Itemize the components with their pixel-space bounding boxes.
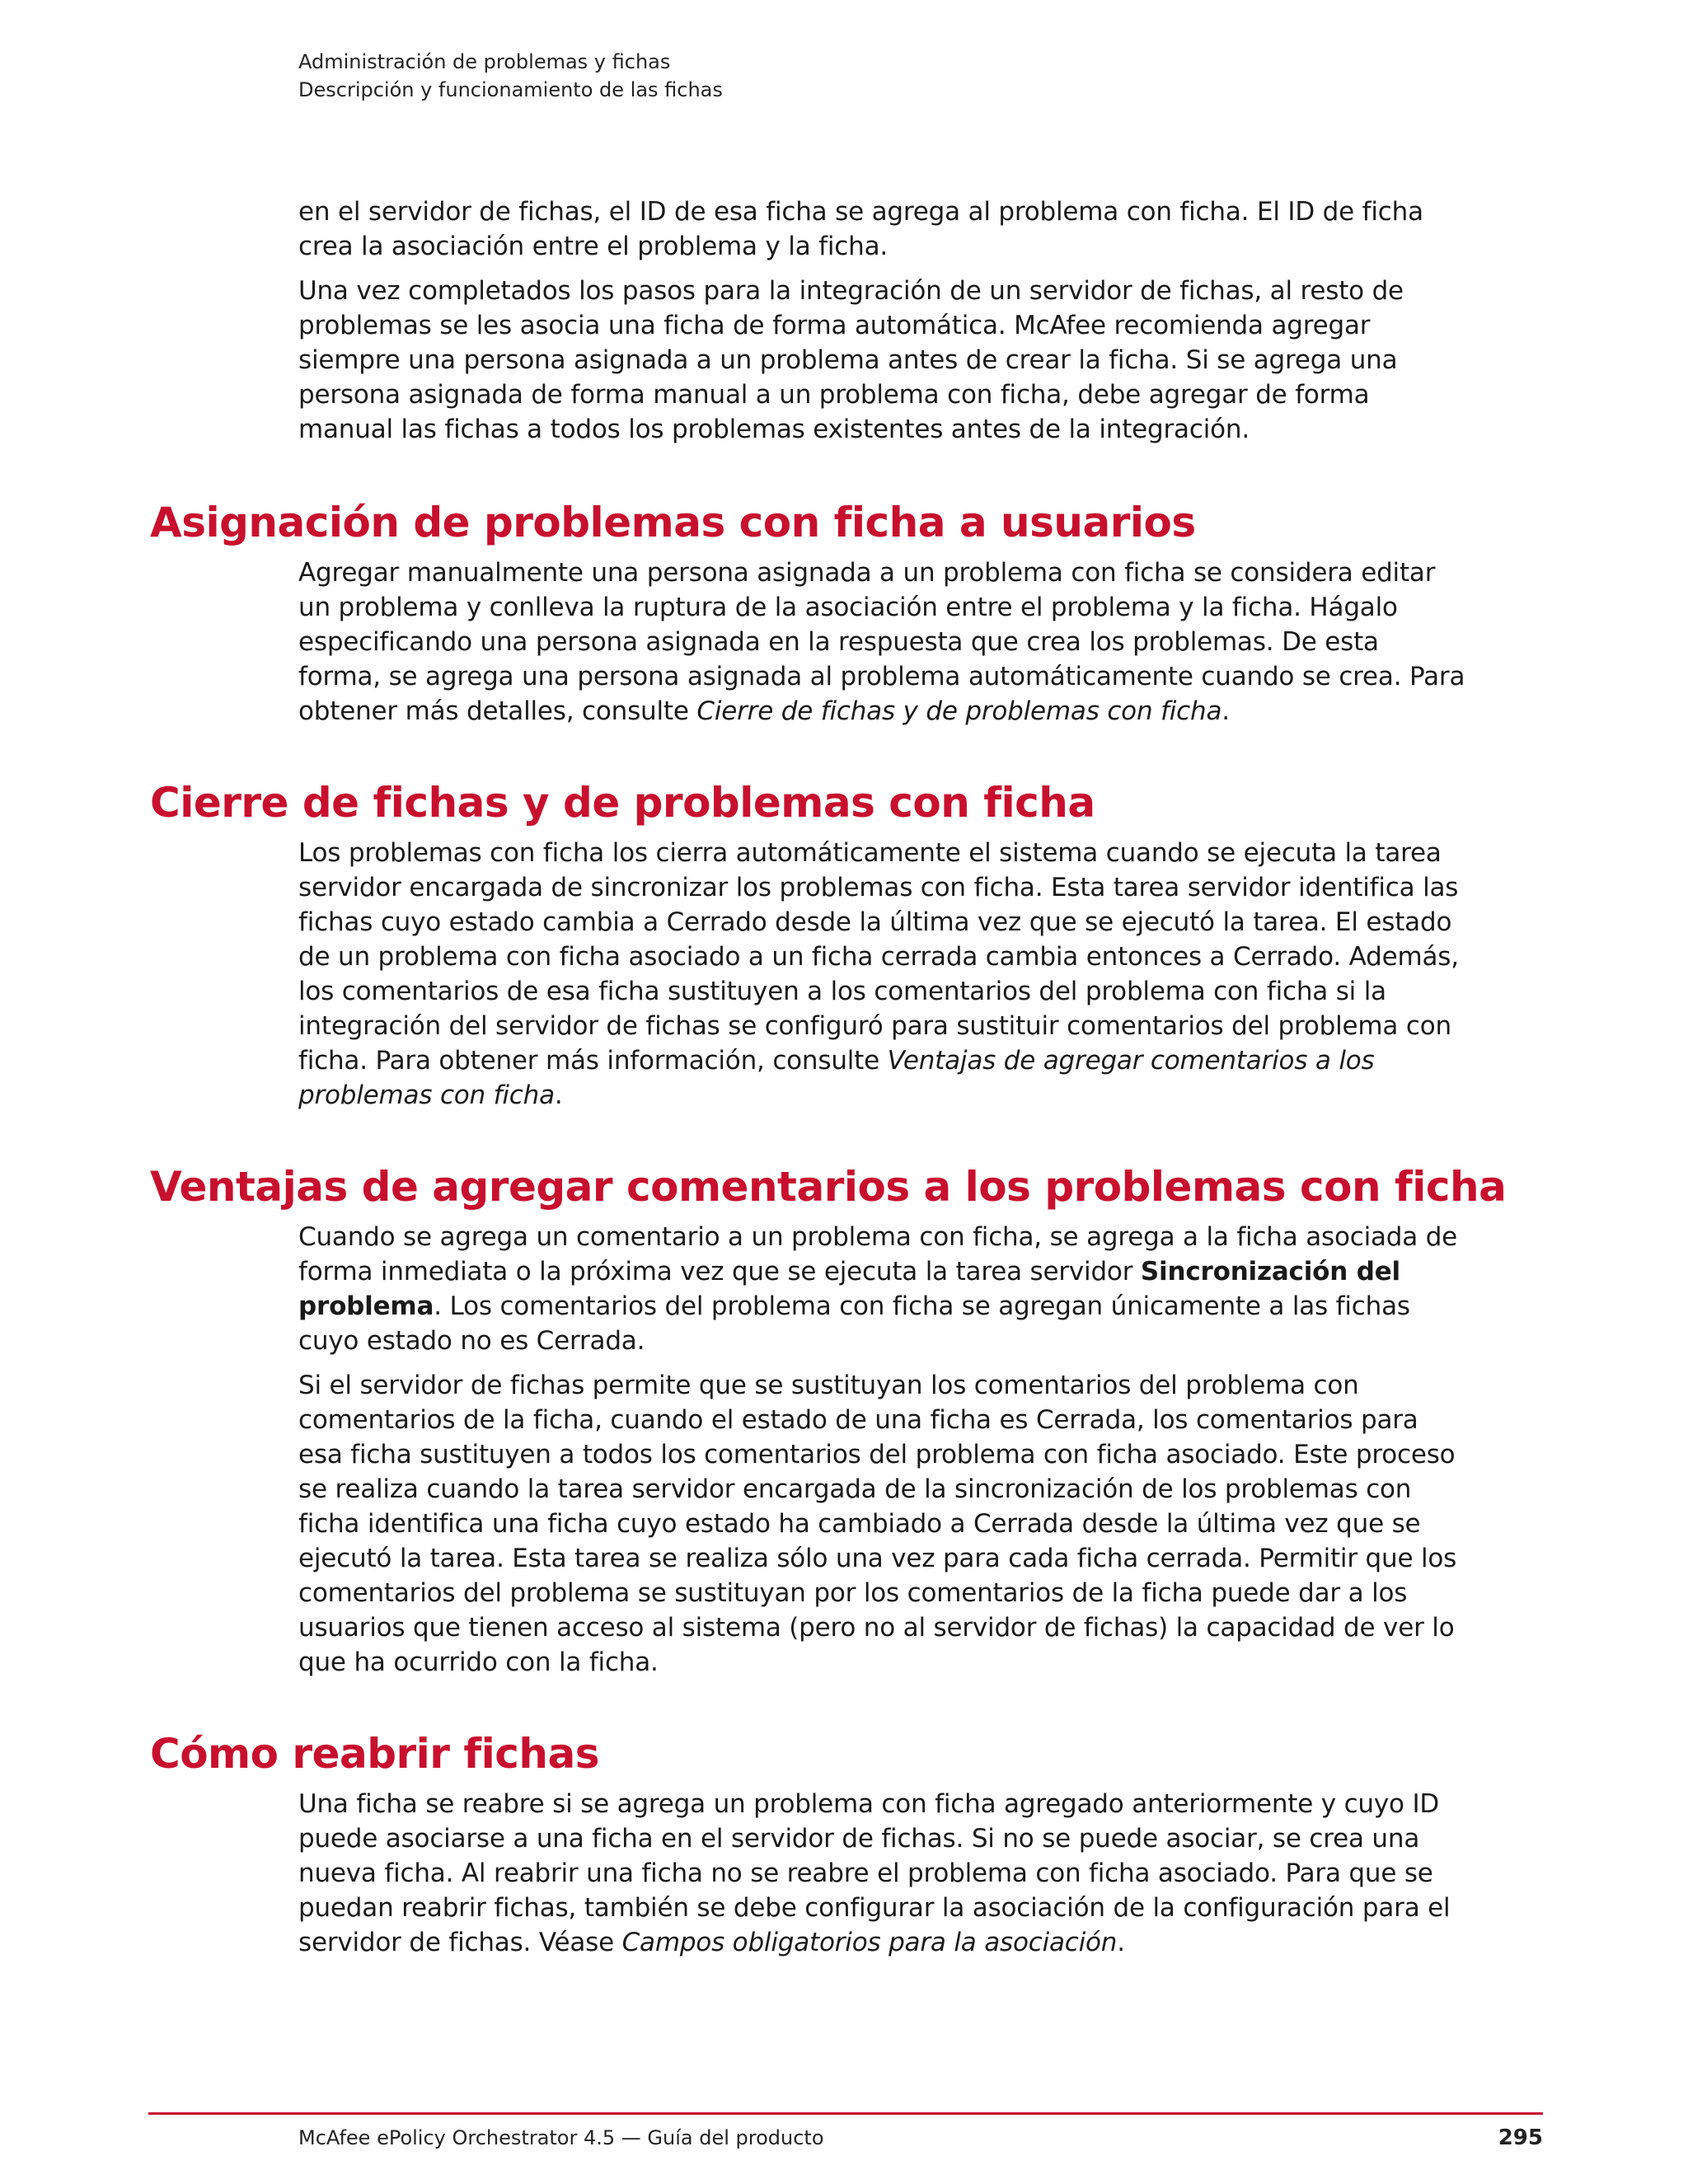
reopen-paragraph-end: . [1117, 1928, 1125, 1957]
comments-paragraph-1-text: Cuando se agrega un comentario a un problema con ficha, se agrega a la ficha asociada de forma inmediata o la próxima vez que se ejecuta la tarea servidor [298, 1222, 1458, 1286]
assign-paragraph [298, 555, 1469, 729]
assign-paragraph-text: Agregar manualmente una persona asignada a un problema con ficha se considera editar un problema y conlleva la ruptura de la asociación entre el problema y la ficha. Hágalo especificando una persona asignada en la respuesta que crea los problemas. De esta forma, se agrega una persona asignada al problema automáticamente cuando se crea. Para obtener más detalles, consulte [298, 558, 1465, 726]
running-header-chapter: Administración de problemas y fichas [298, 50, 671, 73]
running-header [298, 48, 723, 104]
close-paragraph [298, 836, 1469, 1113]
close-paragraph-text: Los problemas con ficha los cierra automáticamente el sistema cuando se ejecuta la tarea servidor encargada de sincronizar los problemas con ficha. Esta tarea servidor identifica las fichas cuyo estado cambia a Cerrado desde la última vez que se ejecutó la tarea. El estado de un problema con ficha asociado a un ficha cerrada cambia entonces a Cerrado. Además, los comentarios de esa ficha sustituyen a los comentarios del problema con ficha si la integración del servidor de fichas se configuró para sustituir comentarios del problema con ficha. Para obtener más información, consulte [298, 838, 1459, 1076]
comments-paragraph-1-end: . Los comentarios del problema con ficha se agregan únicamente a las fichas cuyo estado no es Cerrada. [298, 1291, 1410, 1356]
close-xref-link[interactable]: Ventajas de agregar comentarios a los problemas con ficha [298, 1046, 1375, 1110]
heading-close-tickets: Cierre de fichas y de problemas con ficha [150, 779, 1095, 827]
intro-paragraph-2: Una vez completados los pasos para la integración de un servidor de fichas, al resto de problemas se les asocia una ficha de forma automática. McAfee recomienda agregar siempre una persona asignada a un problema antes de crear la ficha. Si se agrega una persona asignada de forma manual a un problema con ficha, debe agregar de forma manual las fichas a todos los problemas existentes antes de la integración. [298, 276, 1404, 444]
reopen-xref-link[interactable]: Campos obligatorios para la asociación [621, 1928, 1118, 1957]
heading-assign-issues: Asignación de problemas con ficha a usuarios [150, 499, 1196, 546]
footer-product-title: McAfee ePolicy Orchestrator 4.5 — Guía del producto [298, 2126, 824, 2149]
page-content [150, 194, 1507, 1970]
assign-paragraph-end: . [1221, 696, 1230, 726]
assign-xref-link[interactable]: Cierre de fichas y de problemas con ficha [696, 696, 1222, 726]
heading-reopen-tickets: Cómo reabrir fichas [150, 1730, 599, 1778]
reopen-paragraph [298, 1787, 1469, 1960]
footer-rule [148, 2112, 1543, 2115]
page-number: 295 [1498, 2125, 1543, 2150]
reopen-paragraph-text: Una ficha se reabre si se agrega un problema con ficha agregado anteriormente y cuyo ID puede asociarse a una ficha en el servidor de fichas. Si no se puede asociar, se crea una nueva ficha. Al reabrir una ficha no se reabre el problema con ficha asociado. Para que se puedan reabrir fichas, también se debe configurar la asociación de la configuración para el servidor de fichas. Véase [298, 1789, 1451, 1957]
comments-paragraph-1 [298, 1220, 1469, 1358]
comments-paragraph-2: Si el servidor de fichas permite que se sustituyan los comentarios del problema con comentarios de la ficha, cuando el estado de una ficha es Cerrada, los comentarios para esa ficha sustituyen a todos los comentarios del problema con ficha asociado. Este proceso se realiza cuando la tarea servidor encargada de la sincronización de los problemas con ficha identifica una ficha cuyo estado ha cambiado a Cerrada desde la última vez que se ejecutó la tarea. Esta tarea se realiza sólo una vez para cada ficha cerrada. Permitir que los comentarios del problema se sustituyan por los comentarios de la ficha puede dar a los usuarios que tienen acceso al sistema (pero no al servidor de fichas) la capacidad de ver lo que ha ocurrido con la ficha. [298, 1371, 1457, 1677]
running-header-section: Descripción y funcionamiento de las fichas [298, 78, 723, 101]
intro-paragraph-1: en el servidor de fichas, el ID de esa ficha se agrega al problema con ficha. El ID de ficha crea la asociación entre el problema y la ficha. [298, 197, 1423, 261]
comments-task-name: Sincronización del problema [298, 1257, 1400, 1321]
close-paragraph-end: . [554, 1080, 563, 1110]
heading-comments-benefits: Ventajas de agregar comentarios a los problemas con ficha [150, 1163, 1507, 1211]
